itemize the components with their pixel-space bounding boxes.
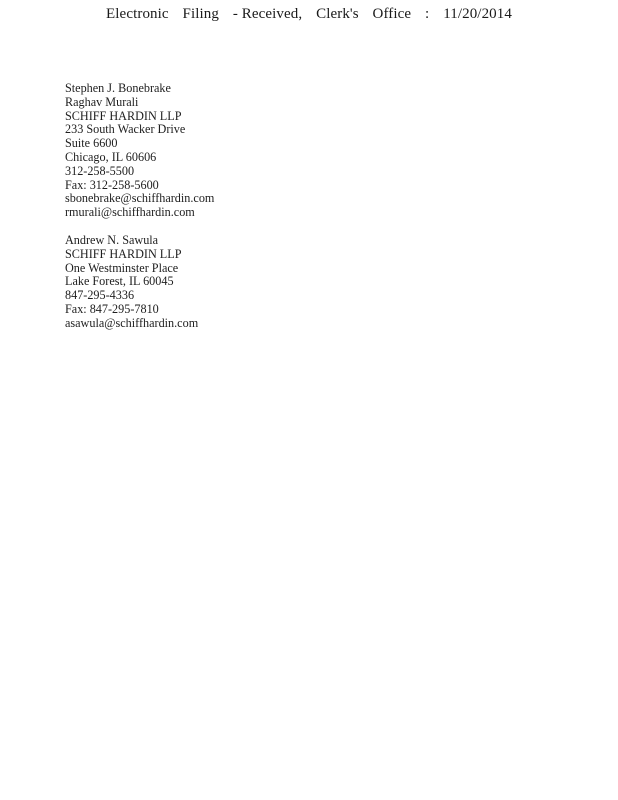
street-address: 233 South Wacker Drive	[65, 122, 186, 137]
attorney-name: Raghav Murali	[65, 94, 139, 109]
firm-name: SCHIFF HARDIN LLP	[65, 246, 182, 261]
email-address: asawula@schiffhardin.com	[65, 315, 199, 330]
header-word: Office	[372, 6, 412, 22]
header-date: 11/20/2014	[443, 6, 512, 22]
header-word: Filing	[182, 6, 219, 22]
fax-number: Fax: 847-295-7810	[65, 301, 159, 316]
phone-number: 847-295-4336	[65, 288, 135, 303]
email-address: sbonebrake@schiffhardin.com	[65, 191, 215, 206]
contact-block-sawula	[65, 234, 198, 331]
attorney-name: Andrew N. Sawula	[65, 233, 159, 247]
suite: Suite 6600	[65, 136, 118, 151]
header-word: - Received,	[232, 6, 303, 22]
firm-name: SCHIFF HARDIN LLP	[65, 108, 182, 123]
attorney-name: Stephen J. Bonebrake	[65, 81, 171, 95]
city-state-zip: Chicago, IL 60606	[65, 149, 157, 164]
phone-number: 312-258-5500	[65, 163, 135, 178]
filing-stamp-header	[0, 4, 618, 24]
header-word: Electronic	[106, 6, 169, 22]
street-address: One Westminster Place	[65, 260, 179, 275]
email-address: rmurali@schiffhardin.com	[65, 205, 195, 220]
fax-number: Fax: 312-258-5600	[65, 177, 159, 192]
contact-block-bonebrake-murali	[65, 82, 214, 220]
header-word: Clerk's	[316, 6, 359, 22]
header-word: :	[425, 6, 430, 22]
city-state-zip: Lake Forest, IL 60045	[65, 274, 174, 289]
